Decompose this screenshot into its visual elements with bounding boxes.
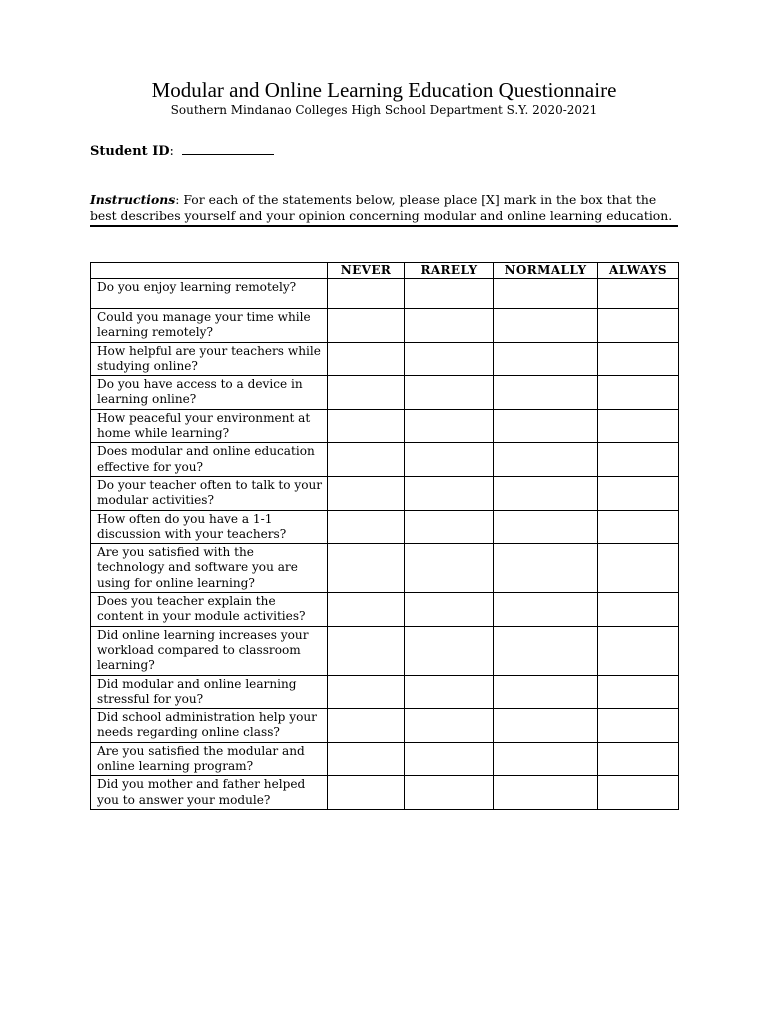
answer-box-rarely[interactable] <box>405 544 494 593</box>
table-row <box>91 376 679 410</box>
question-text: Did modular and online learning stressful for you? <box>91 675 328 709</box>
answer-box-never[interactable] <box>328 409 405 443</box>
answer-box-always[interactable] <box>598 675 679 709</box>
answer-box-always[interactable] <box>598 510 679 544</box>
answer-box-rarely[interactable] <box>405 342 494 376</box>
question-text: Did online learning increases your workload compared to classroom learning? <box>91 626 328 675</box>
document-subtitle: Southern Mindanao Colleges High School Department S.Y. 2020-2021 <box>170 103 598 117</box>
answer-box-rarely[interactable] <box>405 593 494 627</box>
answer-box-normally[interactable] <box>494 510 598 544</box>
answer-box-always[interactable] <box>598 742 679 776</box>
answer-box-normally[interactable] <box>494 776 598 810</box>
table-row <box>91 309 679 343</box>
column-header-rarely: RARELY <box>405 263 494 279</box>
question-text: Did you mother and father helped you to answer your module? <box>91 776 328 810</box>
question-text: Could you manage your time while learning remotely? <box>91 309 328 343</box>
table-row <box>91 409 679 443</box>
question-text: Did school administration help your needs regarding online class? <box>91 709 328 743</box>
table-row <box>91 742 679 776</box>
student-id-blank-line[interactable] <box>182 143 274 155</box>
answer-box-never[interactable] <box>328 342 405 376</box>
answer-box-rarely[interactable] <box>405 409 494 443</box>
table-row <box>91 776 679 810</box>
answer-box-rarely[interactable] <box>405 476 494 510</box>
table-row <box>91 626 679 675</box>
table-header-row <box>91 263 679 279</box>
answer-box-never[interactable] <box>328 443 405 477</box>
answer-box-normally[interactable] <box>494 709 598 743</box>
answer-box-normally[interactable] <box>494 409 598 443</box>
table-row <box>91 443 679 477</box>
table-row <box>91 510 679 544</box>
column-header-normally: NORMALLY <box>494 263 598 279</box>
column-header-always: ALWAYS <box>598 263 679 279</box>
answer-box-always[interactable] <box>598 476 679 510</box>
answer-box-never[interactable] <box>328 742 405 776</box>
answer-box-never[interactable] <box>328 544 405 593</box>
question-text: How often do you have a 1-1 discussion with your teachers? <box>91 510 328 544</box>
answer-box-rarely[interactable] <box>405 279 494 309</box>
table-row <box>91 476 679 510</box>
answer-box-normally[interactable] <box>494 593 598 627</box>
table-row <box>91 279 679 309</box>
question-text: Do your teacher often to talk to your modular activities? <box>91 476 328 510</box>
column-header-question <box>91 263 328 279</box>
instructions-text: : For each of the statements below, please place [X] mark in the box that the best describes yourself and your opinion concerning modular and online learning education. <box>90 192 673 223</box>
answer-box-never[interactable] <box>328 279 405 309</box>
answer-box-normally[interactable] <box>494 544 598 593</box>
answer-box-always[interactable] <box>598 443 679 477</box>
answer-box-rarely[interactable] <box>405 776 494 810</box>
answer-box-always[interactable] <box>598 279 679 309</box>
answer-box-always[interactable] <box>598 626 679 675</box>
answer-box-normally[interactable] <box>494 443 598 477</box>
student-id-colon: : <box>169 144 179 159</box>
question-text: Do you have access to a device in learning online? <box>91 376 328 410</box>
answer-box-rarely[interactable] <box>405 675 494 709</box>
questionnaire-table <box>90 262 679 810</box>
answer-box-never[interactable] <box>328 675 405 709</box>
answer-box-rarely[interactable] <box>405 309 494 343</box>
question-text: How helpful are your teachers while studying online? <box>91 342 328 376</box>
answer-box-always[interactable] <box>598 309 679 343</box>
student-id-label: Student ID <box>90 144 170 159</box>
question-text: How peaceful your environment at home while learning? <box>91 409 328 443</box>
answer-box-never[interactable] <box>328 376 405 410</box>
answer-box-always[interactable] <box>598 409 679 443</box>
answer-box-normally[interactable] <box>494 626 598 675</box>
answer-box-rarely[interactable] <box>405 443 494 477</box>
answer-box-never[interactable] <box>328 476 405 510</box>
answer-box-rarely[interactable] <box>405 510 494 544</box>
answer-box-normally[interactable] <box>494 742 598 776</box>
answer-box-never[interactable] <box>328 593 405 627</box>
answer-box-always[interactable] <box>598 593 679 627</box>
answer-box-normally[interactable] <box>494 279 598 309</box>
student-id-field <box>90 143 274 159</box>
table-row <box>91 593 679 627</box>
answer-box-rarely[interactable] <box>405 742 494 776</box>
document-title: Modular and Online Learning Education Questionnaire <box>151 78 617 102</box>
answer-box-normally[interactable] <box>494 342 598 376</box>
answer-box-always[interactable] <box>598 376 679 410</box>
answer-box-normally[interactable] <box>494 675 598 709</box>
table-row <box>91 709 679 743</box>
answer-box-always[interactable] <box>598 709 679 743</box>
question-text: Are you satisfied the modular and online learning program? <box>91 742 328 776</box>
answer-box-never[interactable] <box>328 626 405 675</box>
answer-box-normally[interactable] <box>494 476 598 510</box>
answer-box-normally[interactable] <box>494 376 598 410</box>
answer-box-rarely[interactable] <box>405 709 494 743</box>
answer-box-always[interactable] <box>598 342 679 376</box>
table-row <box>91 544 679 593</box>
answer-box-never[interactable] <box>328 776 405 810</box>
instructions-label: Instructions <box>90 192 176 207</box>
answer-box-always[interactable] <box>598 776 679 810</box>
question-text: Does you teacher explain the content in your module activities? <box>91 593 328 627</box>
answer-box-never[interactable] <box>328 709 405 743</box>
instructions-paragraph <box>90 192 678 227</box>
table-row <box>91 675 679 709</box>
answer-box-normally[interactable] <box>494 309 598 343</box>
answer-box-never[interactable] <box>328 510 405 544</box>
answer-box-rarely[interactable] <box>405 376 494 410</box>
answer-box-always[interactable] <box>598 544 679 593</box>
answer-box-rarely[interactable] <box>405 626 494 675</box>
answer-box-never[interactable] <box>328 309 405 343</box>
table-row <box>91 342 679 376</box>
question-text: Do you enjoy learning remotely? <box>91 279 328 309</box>
question-text: Are you satisfied with the technology and software you are using for online learning? <box>91 544 328 593</box>
question-text: Does modular and online education effective for you? <box>91 443 328 477</box>
column-header-never: NEVER <box>328 263 405 279</box>
